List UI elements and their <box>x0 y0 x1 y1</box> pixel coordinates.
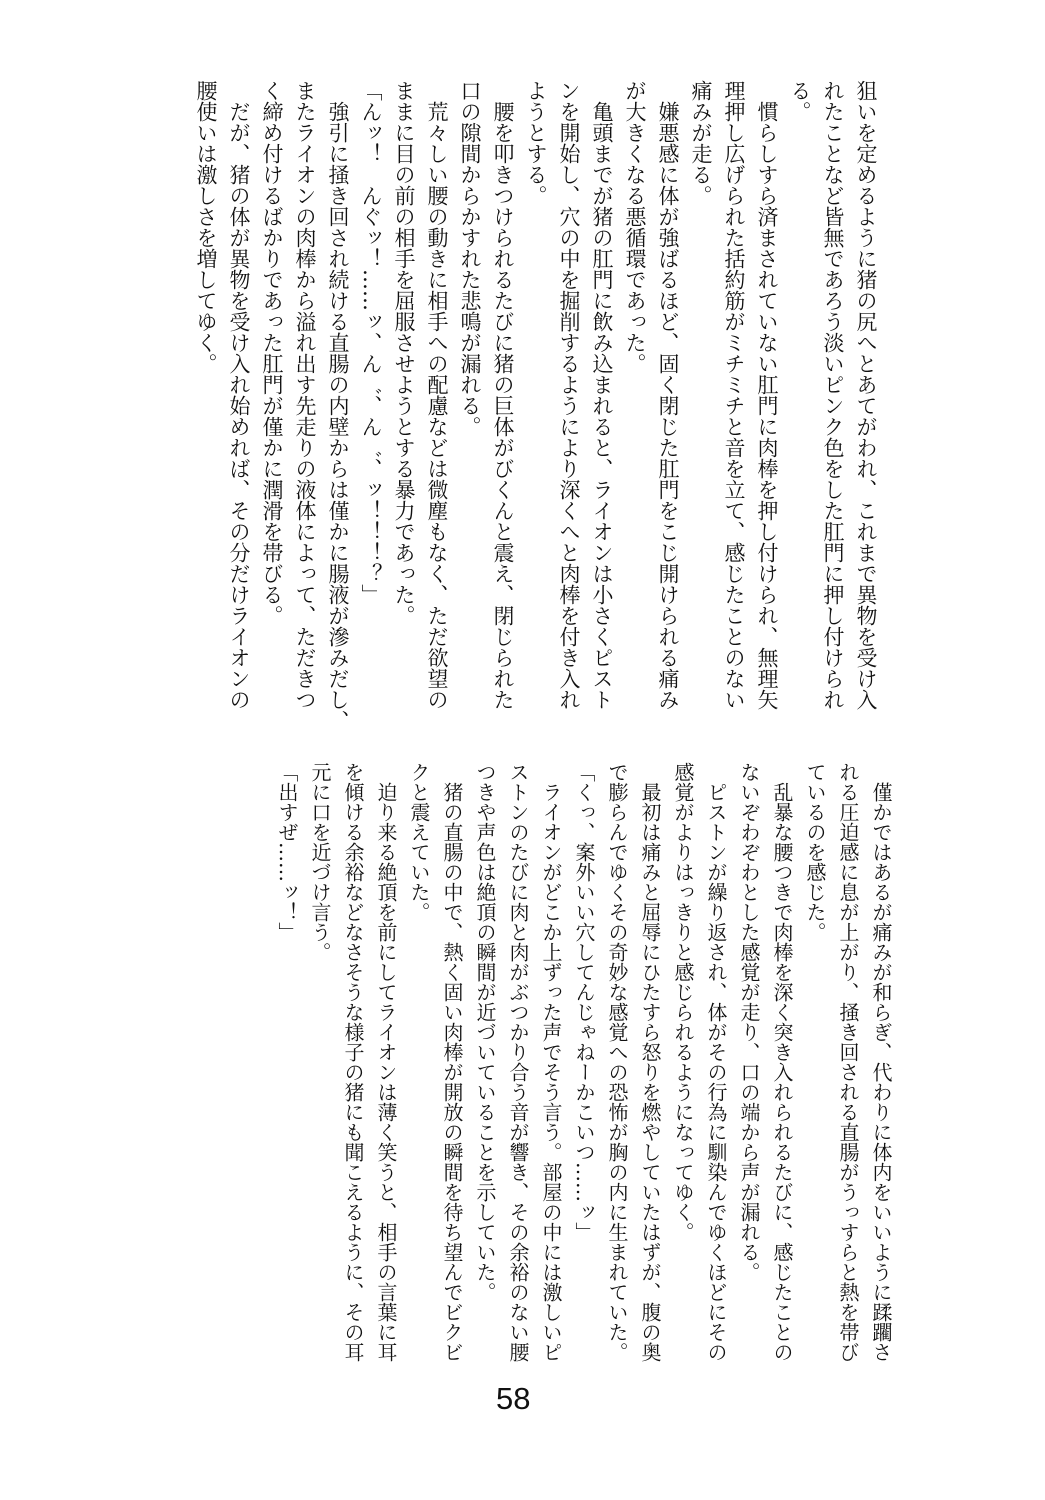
text-line: ンを開始し、穴の中を掘削するようにより深くへと肉棒を付き入れ <box>557 80 581 710</box>
text-line: を傾ける余裕などなさそうな様子の猪にも聞こえるように、その耳 <box>341 762 365 1362</box>
text-line: だが、猪の体が異物を受け入れ始めれば、その分だけライオンの <box>227 80 251 710</box>
text-line: 迫り来る絶頂を前にしてライオンは薄く笑うと、相手の言葉に耳 <box>374 762 398 1362</box>
text-line: 口の隙間からかすれた悲鳴が漏れる。 <box>458 80 482 437</box>
text-line: 腰使いは激しさを増してゆく。 <box>194 80 218 374</box>
text-line: 「くっ、案外いい穴してんじゃねーかこいつ……ッ」 <box>572 762 596 1242</box>
page-number: 58 <box>496 1381 531 1416</box>
text-line: く締め付けるばかりであった肛門が僅かに潤滑を帯びる。 <box>260 80 284 626</box>
text-line: ままに目の前の相手を屈服させようとする暴力であった。 <box>392 80 416 626</box>
text-line: 「出すぜ……ッ！」 <box>275 762 299 942</box>
text-line: 僅かではあるが痛みが和らぎ、代わりに体内をいいように蹂躙さ <box>869 762 893 1362</box>
text-line: 「んッ！ んぐッ！……ッ、ん゛、ん゛、ッ！！！？」 <box>359 80 383 605</box>
text-line: つきや声色は絶頂の瞬間が近づいていることを示していた。 <box>473 762 497 1302</box>
text-line: 慣らしすら済まされていない肛門に肉棒を押し付けられ、無理矢 <box>755 80 779 710</box>
text-line: れる圧迫感に息が上がり、掻き回される直腸がうっすらと熱を帯び <box>836 762 860 1362</box>
text-line: で膨らんでゆくその奇妙な感覚への恐怖が胸の内に生まれていた。 <box>605 762 629 1362</box>
text-line: またライオンの肉棒から溢れ出す先走りの液体によって、ただきつ <box>293 80 317 710</box>
text-line: ないぞわぞわとした感覚が走り、口の端から声が漏れる。 <box>737 762 761 1282</box>
text-line: ストンのたびに肉と肉がぶつかり合う音が響き、その余裕のない腰 <box>506 762 530 1362</box>
text-line: 元に口を近づけ言う。 <box>308 762 332 962</box>
text-line: 強引に掻き回され続ける直腸の内壁からは僅かに腸液が滲みだし、 <box>326 80 350 731</box>
text-line: 理押し広げられた括約筋がミチミチと音を立て、感じたことのない <box>722 80 746 710</box>
text-line: ているのを感じた。 <box>803 762 827 942</box>
text-line: 痛みが走る。 <box>689 80 713 206</box>
text-line: 腰を叩きつけられるたびに猪の巨体がびくんと震え、閉じられた <box>491 80 515 710</box>
text-line: 最初は痛みと屈辱にひたすら怒りを燃やしていたはずが、腹の奥 <box>638 762 662 1362</box>
text-line: が大きくなる悪循環であった。 <box>623 80 647 374</box>
text-line: れたことなど皆無であろう淡いピンク色をした肛門に押し付けられ <box>821 80 845 710</box>
upper-text-block <box>189 80 882 752</box>
text-line: 狙いを定めるように猪の尻へとあてがわれ、これまで異物を受け入 <box>854 80 878 710</box>
text-line: 感覚がよりはっきりと感じられるようになってゆく。 <box>671 762 695 1242</box>
text-line: ピストンが繰り返され、体がその行為に馴染んでゆくほどにその <box>704 762 728 1362</box>
text-line: ライオンがどこか上ずった声でそう言う。部屋の中には激しいピ <box>539 762 563 1362</box>
text-line: 亀頭までが猪の肛門に飲み込まれると、ライオンは小さくピスト <box>590 80 614 710</box>
text-line: 荒々しい腰の動きに相手への配慮などは微塵もなく、ただ欲望の <box>425 80 449 710</box>
text-line: 嫌悪感に体が強ばるほど、固く閉じた肛門をこじ開けられる痛み <box>656 80 680 710</box>
text-line: クと震えていた。 <box>407 762 431 922</box>
text-line: る。 <box>788 80 812 122</box>
text-line: 乱暴な腰つきで肉棒を深く突き入れられるたびに、感じたことの <box>770 762 794 1362</box>
text-line: 猪の直腸の中で、熱く固い肉棒が開放の瞬間を待ち望んでビクビ <box>440 762 464 1362</box>
text-line: ようとする。 <box>524 80 548 206</box>
lower-text-block <box>270 762 897 1362</box>
